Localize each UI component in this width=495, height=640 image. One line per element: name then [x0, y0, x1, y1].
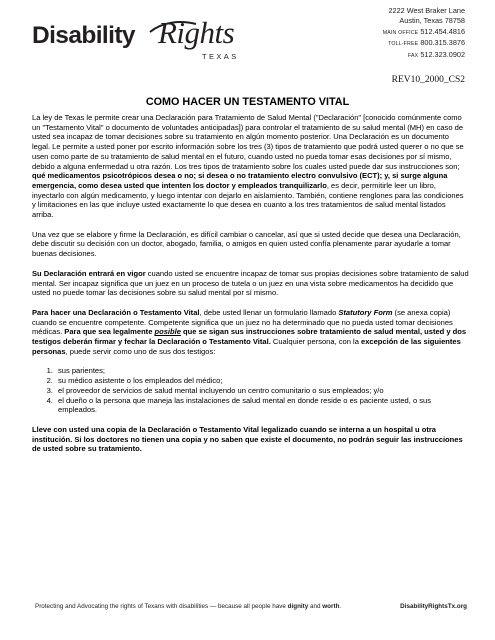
document-reference: REV10_2000_CS2	[391, 75, 465, 85]
how-to-bold-4: excepción de las siguientes personas	[32, 337, 461, 356]
list-item: 4. el dueño o la persona que maneja las instalaciones de salud mental en donde reside o es paciente usted, o sus empleados.	[55, 396, 469, 415]
logo-disability: Disability	[32, 22, 135, 49]
footer-worth: worth	[322, 603, 340, 610]
paragraph-how-to	[32, 308, 469, 357]
list-item: 1. sus parientes;	[55, 366, 469, 376]
statutory-form-label: Statutory Form	[338, 307, 393, 317]
toll-free-phone: 800.315.3876	[420, 38, 465, 48]
paragraph-copy	[32, 425, 469, 454]
footer-text-3: .	[339, 603, 342, 610]
footer-dignity: dignity	[287, 603, 309, 610]
footer-website[interactable]: DisabilityRightsTx.org	[400, 603, 467, 610]
main-office-line	[383, 27, 465, 38]
how-to-bold: Para hacer una Declaración o Testamento Vital	[32, 307, 200, 317]
main-office-label: MAIN OFFICE	[382, 29, 419, 36]
how-to-emphasis: posible	[154, 327, 181, 337]
witness-exclusion-list	[32, 366, 469, 415]
footer-text: Protecting and Advocating the rights of Texans with disabilities — because all people have	[35, 603, 288, 610]
page-title: COMO HACER UN TESTAMENTO VITAL	[145, 96, 350, 108]
how-to-text: , debe usted llenar un formulario llamado	[199, 307, 339, 317]
logo-texas: TEXAS	[202, 52, 239, 61]
toll-free-line	[383, 38, 465, 49]
copy-bold: Lleve con usted una copia de la Declaración o Testamento Vital legalizado cuando se interna a un hospital u otra institución. Si los doctores no tienen una copia y no saben que existe el documento, no podrán seguir las instrucciones de usted sobre su tratamiento.	[32, 424, 463, 454]
effect-bold: Su Declaración entrará en vigor	[32, 268, 146, 278]
intro-text: La ley de Texas le permite crear una Declaración para Tratamiento de Salud Mental ("Declaración" [conocido comúnmente como un "Testamento Vital" o documento de voluntades anticipadas]) para controlar el tratamiento de su salud mental (MH) en caso de usted sea incapaz de tomar decisiones sobre su tratamiento en algún momento posterior. Una Declaración es un documento legal. Le permite a usted poner por escrito información sobre los tres (3) tipos de tratamiento que podrá usted querer o no que se usen como parte de su tratamiento de salud mental en el futuro, cuando usted no pueda tomar esas decisiones por sí mismo, debido a alguna enfermedad u otra razón. Los tres tipos de tratamiento sobre los cuales usted puede dar sus instrucciones son;	[32, 113, 464, 171]
list-item: 3. el proveedor de servicios de salud mental incluyendo un centro comunitario o sus empleados; y/o	[55, 386, 469, 396]
how-to-text-3: Cualquier persona, con la	[270, 337, 361, 347]
contact-block	[383, 6, 465, 61]
paragraph-intro	[32, 113, 469, 220]
how-to-bold-2: Para que sea legalmente	[64, 327, 155, 337]
how-to-bold-3: que se sigan sus instrucciones sobre tratamiento de salud mental, usted y dos testigos deberán firmar y fechar la Declaración o Testamento Vital.	[32, 327, 467, 347]
main-office-phone: 512.454.4816	[420, 26, 465, 36]
footer	[35, 603, 467, 610]
how-to-text-2: (se anexa copia) cuando se encuentre competente. Competente significa que un juez no ha determinado que no pueda usted tomar decisiones médicas.	[32, 307, 453, 337]
fax-label: FAX	[407, 52, 419, 59]
fax-line	[383, 50, 465, 61]
address-street: 2222 West Braker Lane	[388, 6, 465, 15]
intro-text-2: , es decir, permitirle leer un libro, inyectarlo con algún medicamento, y luego intentar con dejarlo en aislamiento. También, contiene renglones para las condiciones y limitaciones en las que incluye usted exactamente lo que desea en cuanto a los tres tratamientos de salud mental listados arriba.	[32, 180, 464, 220]
address-city: Austin, Texas 78758	[399, 16, 465, 26]
document-body	[32, 113, 469, 464]
logo-rights: Rights	[158, 15, 235, 50]
intro-bold: qué medicamentos psicotrópicos desea o no; si desea o no tratamiento electro convulsivo (ECT); y, si surge alguna emergencia, como desea usted que intenten los doctor y empleados tranquilizarlo	[32, 171, 448, 190]
paragraph-effect	[32, 269, 469, 298]
fax-number: 512.323.0902	[420, 49, 465, 59]
effect-text: cuando usted se encuentre incapaz de tomar sus propias decisiones sobre tratamiento de salud mental. Ser incapaz significa que un juez en un proceso de tutela o un juez en una vista sobre medicamentos ha decidido que usted no puede tomar las decisiones sobre su salud mental por sí mismo.	[32, 268, 469, 298]
list-item: 2. su médico asistente o los empleados del médico;	[55, 376, 469, 386]
logo	[32, 15, 264, 68]
footer-text-2: and	[308, 603, 323, 610]
paragraph-changes: Una vez que se elabore y firme la Declaración, es difícil cambiar o cancelar, así que si usted decide que desea una Declaración, debe discutir su decisión con un doctor, abogado, familia, o amigos en quien usted confía plenamente parar ayudarle a tomar buenas decisiones.	[32, 229, 461, 259]
toll-free-label: TOLL-FREE	[388, 41, 419, 48]
how-to-text-4: , puede servir como uno de sus dos testigos:	[65, 346, 216, 356]
footer-tagline	[35, 603, 341, 610]
